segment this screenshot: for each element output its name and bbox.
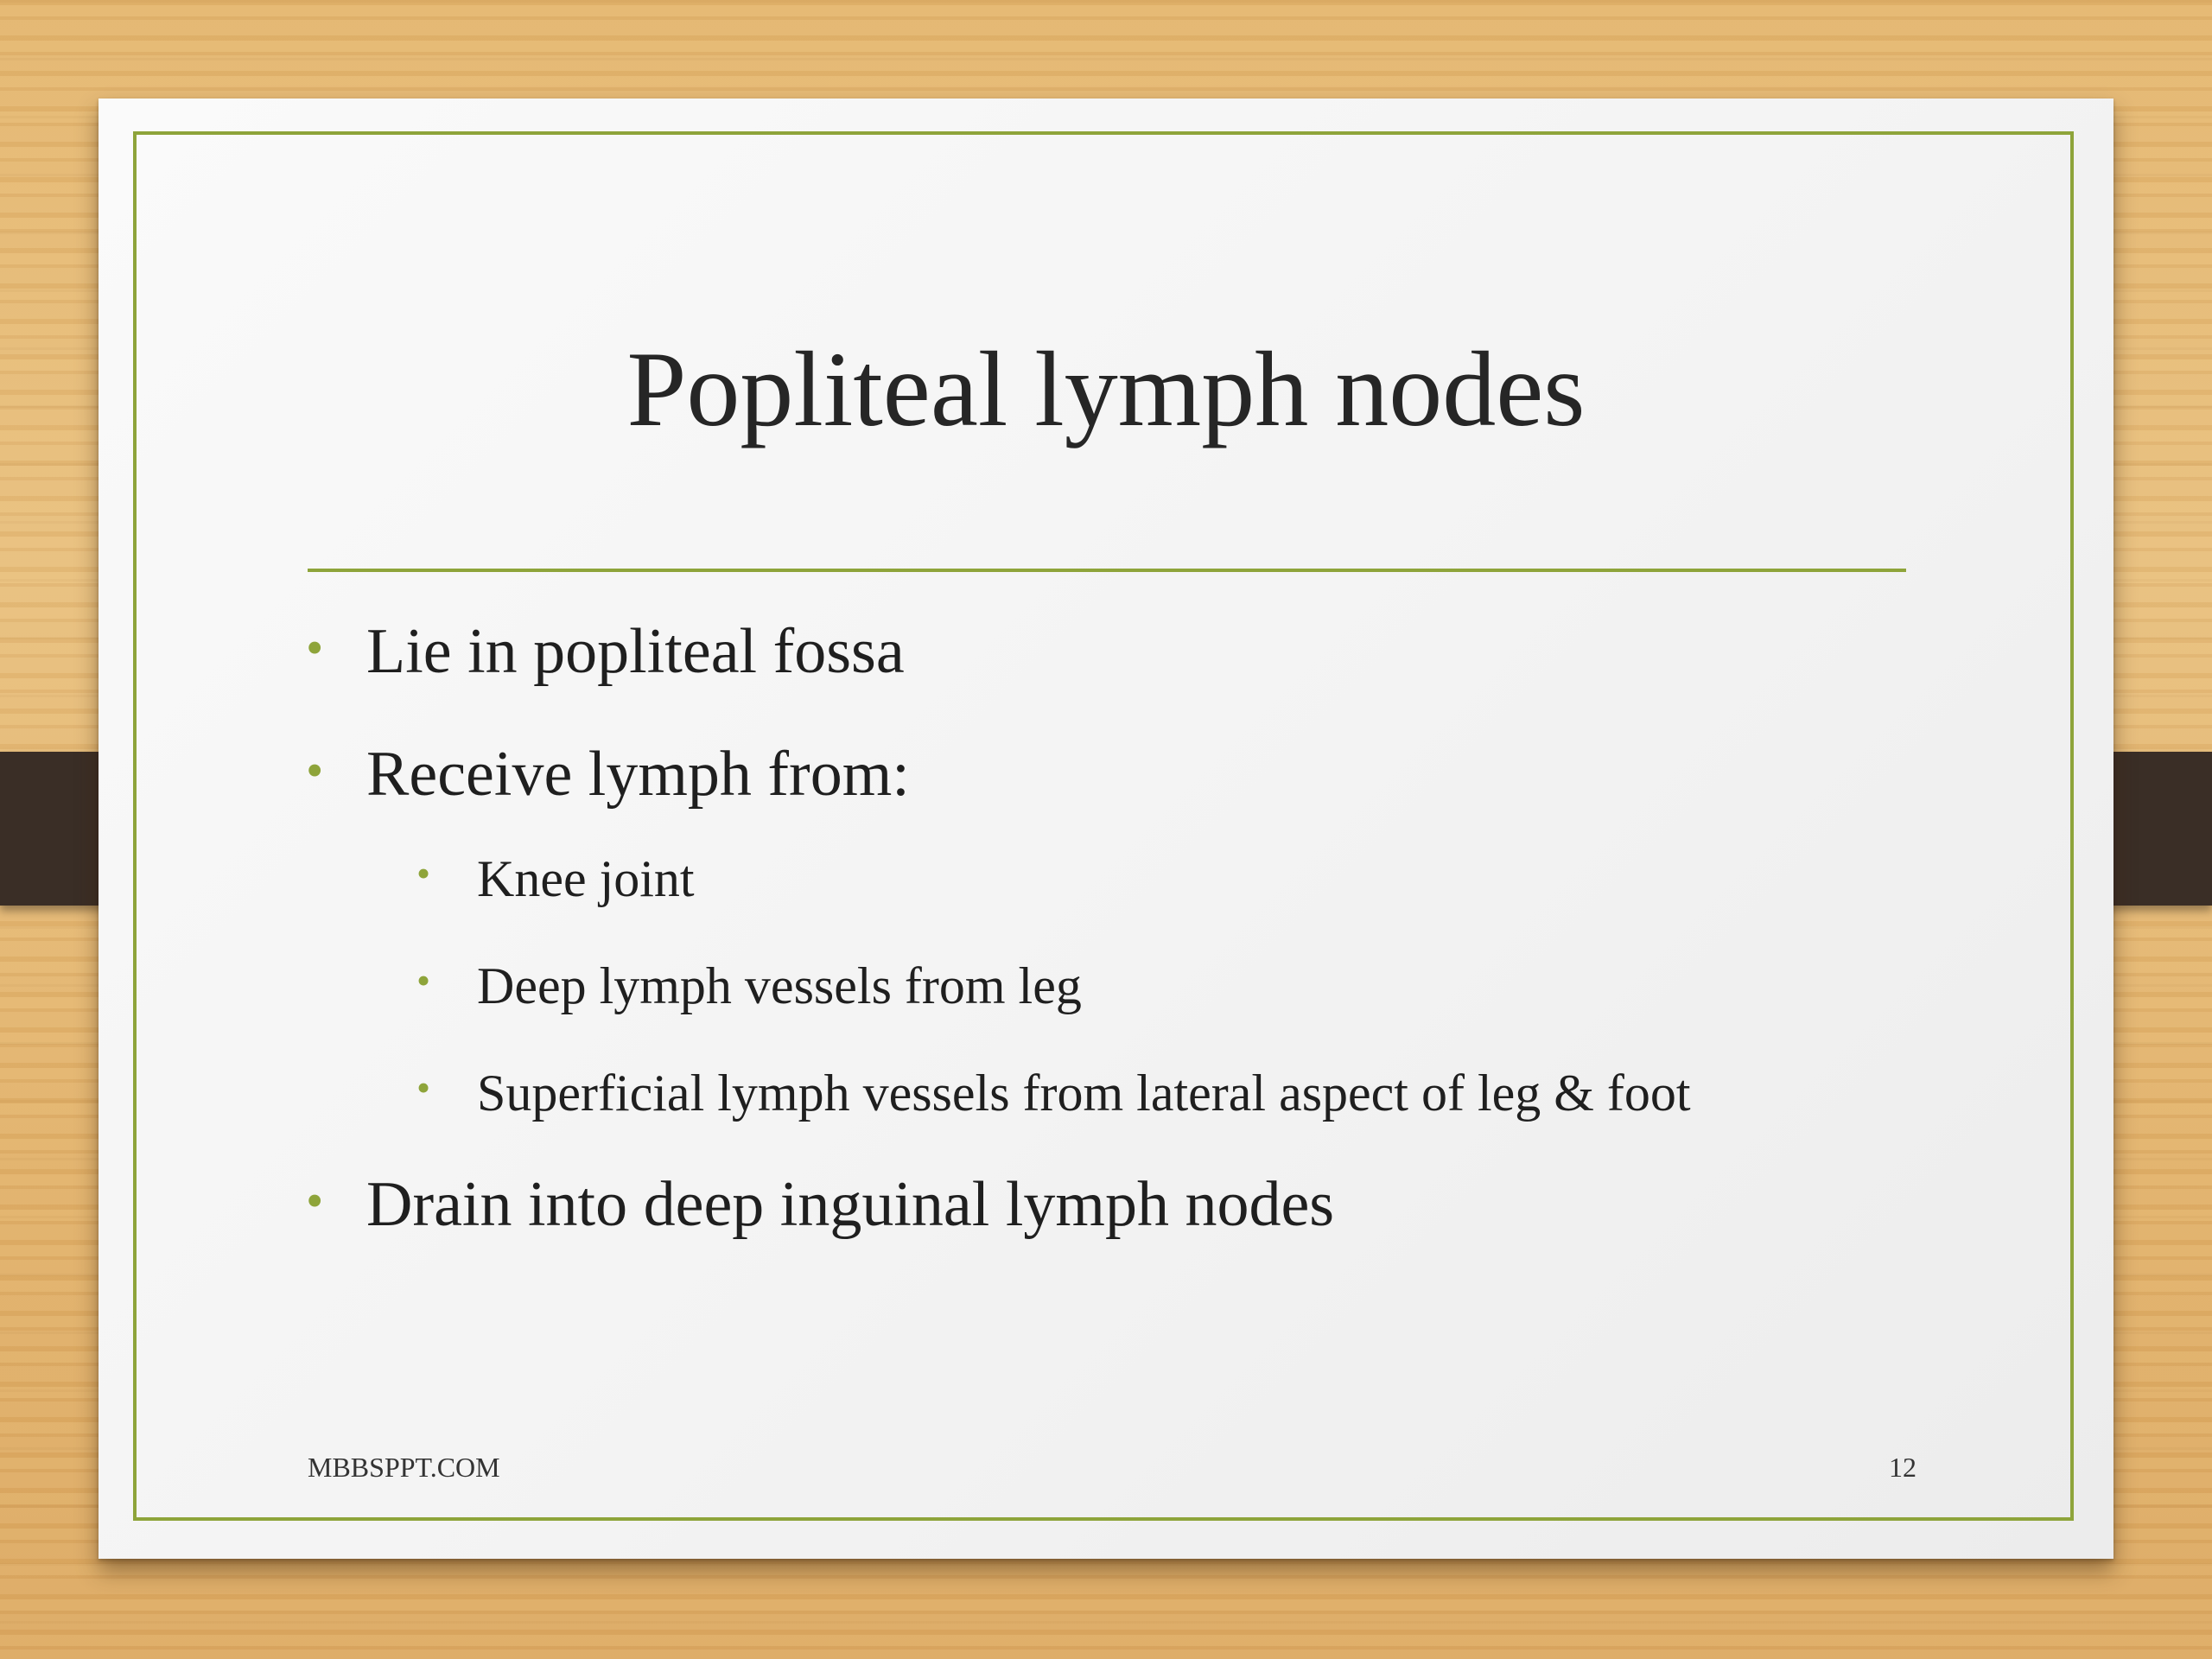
sub-bullet-text: Knee joint — [477, 850, 695, 907]
bullet-dot-icon: • — [416, 958, 431, 1002]
bullet-text: Drain into deep inguinal lymph nodes — [366, 1169, 1335, 1240]
slide-title: Popliteal lymph nodes — [626, 330, 1586, 448]
sub-bullet-text: Deep lymph vessels from leg — [477, 957, 1082, 1014]
bullet-item — [306, 613, 1948, 690]
bullet-dot-icon: • — [306, 1173, 324, 1229]
bullet-item — [306, 1166, 1948, 1243]
bullet-dot-icon: • — [416, 1065, 431, 1109]
bullet-item — [306, 735, 1948, 813]
page-number: 12 — [1889, 1452, 1916, 1483]
bullet-dot-icon: • — [306, 742, 324, 798]
sub-bullet-item — [416, 1058, 1948, 1128]
bullet-dot-icon: • — [306, 620, 324, 676]
sub-bullet-list — [306, 844, 1948, 1128]
footer-text: MBBSPPT.COM — [308, 1452, 500, 1483]
sub-bullet-group — [306, 844, 1948, 1128]
sub-bullet-item — [416, 844, 1948, 913]
bullet-text: Receive lymph from: — [366, 739, 910, 810]
sub-bullet-item — [416, 951, 1948, 1020]
slide — [99, 99, 2113, 1559]
bullet-dot-icon: • — [416, 851, 431, 895]
sub-bullet-text: Superficial lymph vessels from lateral aspect of leg & foot — [477, 1065, 1691, 1122]
bullet-list — [306, 613, 1948, 1288]
title-divider — [308, 569, 1906, 572]
bullet-text: Lie in popliteal fossa — [366, 616, 905, 687]
